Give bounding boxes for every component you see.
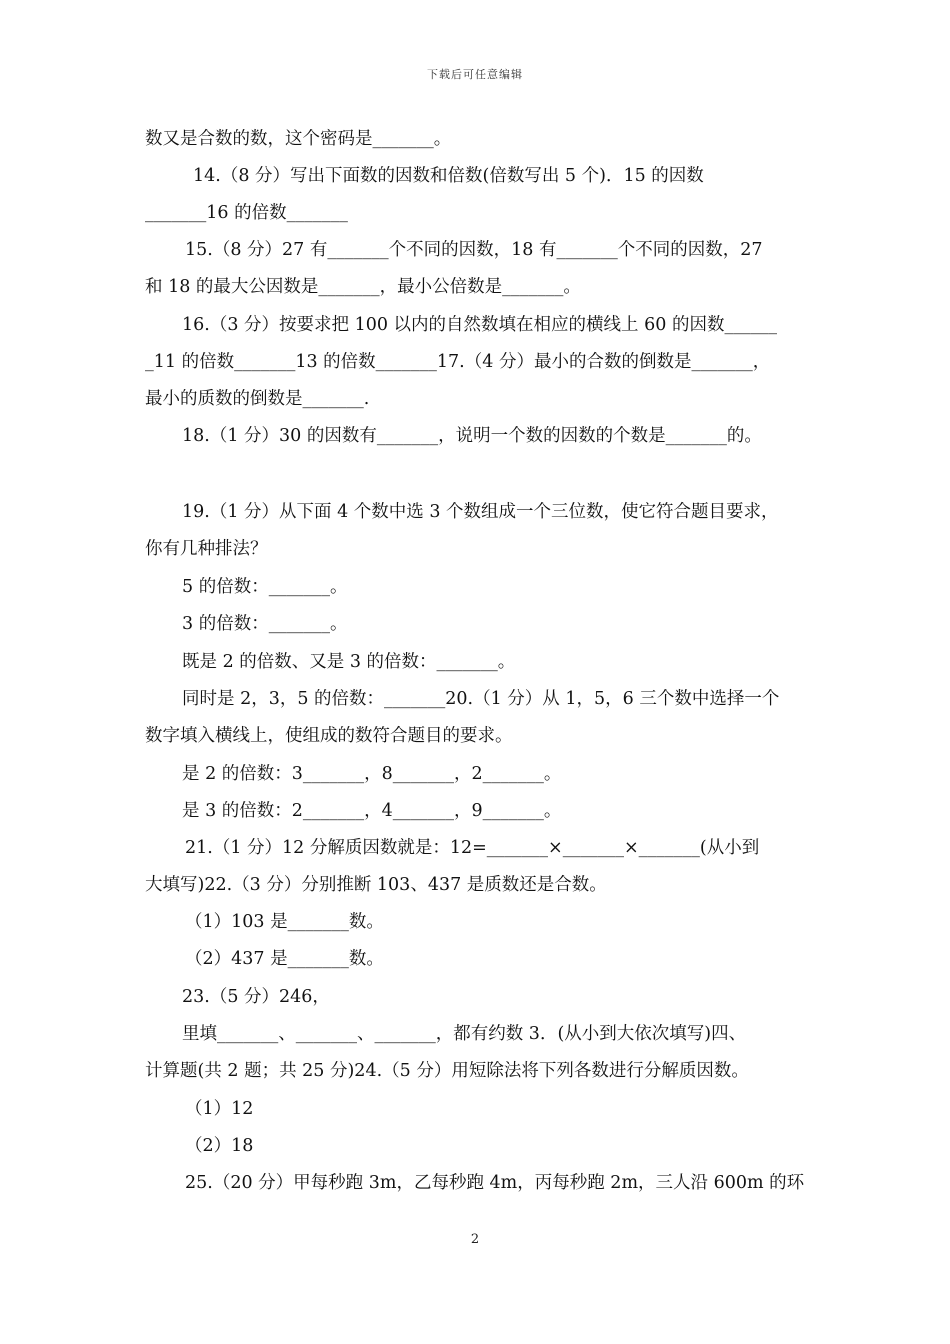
text-line: _11 的倍数_______13 的倍数_______17.（4 分）最小的合数的倒数是_______，	[145, 352, 771, 372]
text-line: 是 2 的倍数：3_______，8_______，2_______。	[182, 764, 562, 784]
question-24: 计算题(共 2 题；共 25 分)24.（5 分）用短除法将下列各数进行分解质因数。	[145, 1061, 749, 1081]
question-16: 16.（3 分）按要求把 100 以内的自然数填在相应的横线上 60 的因数______	[182, 315, 777, 335]
text-line: 是 3 的倍数：2_______，4_______，9_______。	[182, 801, 562, 821]
text-line: _______16 的倍数_______	[145, 203, 348, 223]
text-line: 你有几种排法？	[145, 539, 268, 559]
question-20: 同时是 2，3，5 的倍数：_______20.（1 分）从 1，5，6 三个数中选择一个	[182, 689, 780, 709]
text-line: 既是 2 的倍数、又是 3 的倍数：_______。	[182, 652, 516, 672]
question-19: 19.（1 分）从下面 4 个数中选 3 个数组成一个三位数，使它符合题目要求，	[182, 502, 779, 522]
text-line: 数又是合数的数，这个密码是_______。	[145, 129, 452, 149]
text-line: （2）18	[185, 1136, 254, 1156]
question-23: 23.（5 分）246，	[182, 987, 330, 1007]
question-18: 18.（1 分）30 的因数有_______，说明一个数的因数的个数是_______的。	[182, 426, 762, 446]
text-line: 最小的质数的倒数是_______.	[145, 389, 370, 409]
question-21: 21.（1 分）12 分解质因数就是：12=_______×_______×_______(从小到	[185, 838, 760, 858]
text-line: 和 18 的最大公因数是_______，最小公倍数是_______。	[145, 277, 581, 297]
text-line: 数字填入横线上，使组成的数符合题目的要求。	[145, 726, 513, 746]
text-line: （1）12	[185, 1099, 254, 1119]
text-line: 5 的倍数：_______。	[182, 577, 348, 597]
text-line: 里填_______、_______、_______，都有约数 3．(从小到大依次填写)四、	[182, 1024, 747, 1044]
page-number: 2	[470, 1232, 480, 1247]
question-15: 15.（8 分）27 有_______个不同的因数，18 有_______个不同的因数，27	[185, 240, 763, 260]
question-14: 14.（8 分）写出下面数的因数和倍数(倍数写出 5 个)．15 的因数	[193, 166, 704, 186]
page-header: 下载后可任意编辑	[427, 68, 523, 81]
text-line: 3 的倍数：_______。	[182, 614, 348, 634]
text-line: （2）437 是_______数。	[185, 949, 384, 969]
question-25: 25.（20 分）甲每秒跑 3m，乙每秒跑 4m，丙每秒跑 2m，三人沿 600m 的环	[185, 1173, 805, 1193]
question-22: 大填写)22.（3 分）分别推断 103、437 是质数还是合数。	[145, 875, 607, 895]
text-line: （1）103 是_______数。	[185, 912, 384, 932]
